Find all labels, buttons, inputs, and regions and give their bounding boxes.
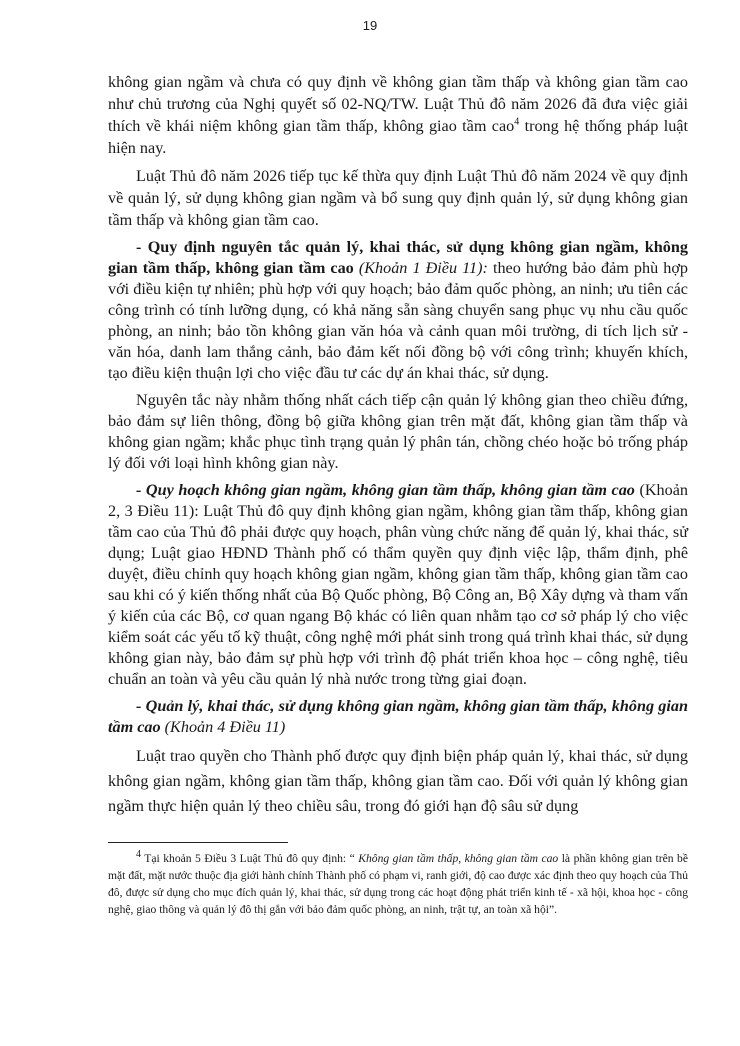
principle-heading: - Quy định nguyên tắc quản lý, khai thác, sử dụng không gian ngầm, không gian tầm thấp, không gian tầm cao	[108, 238, 688, 277]
footnote	[108, 850, 688, 918]
paragraph-4: Nguyên tắc này nhằm thống nhất cách tiếp cận quản lý không gian theo chiều đứng, bảo đảm sự liên thông, đồng bộ giữa không gian trên mặt đất, không gian tầm thấp và không gian ngầm; khắc phục tình trạng quản lý phân tán, chồng chéo hoặc bỏ trống pháp lý đối với loại hình không gian này.	[108, 391, 688, 472]
paragraph-5	[108, 480, 688, 690]
paragraph-1-text-end: trong hệ thống pháp luật hiện nay.	[108, 117, 688, 157]
paragraph-3	[108, 237, 688, 384]
paragraph-7: Luật trao quyền cho Thành phố được quy định biện pháp quản lý, khai thác, sử dụng không gian ngầm, không gian tầm thấp, không gian tầm cao. Đối với quản lý không gian ngầm thực hiện quản lý theo chiều sâu, trong đó giới hạn độ sâu sử dụng	[108, 747, 688, 815]
paragraph-1-text: không gian ngầm và chưa có quy định về không gian tầm thấp và không gian tầm cao như chủ trương của Nghị quyết số 02-NQ/TW. Luật Thủ đô năm 2026 đã đưa việc giải thích về khái niệm không gian tầm thấp, không giao tầm cao	[108, 73, 688, 135]
principle-text: theo hướng bảo đảm phù hợp với điều kiện tự nhiên; phù hợp với quy hoạch; bảo đảm quốc phòng, an ninh; ưu tiên các công trình có tính lưỡng dụng, có khả năng sẵn sàng chuyển sang phục vụ nhu cầu quốc phòng, an ninh; bảo tồn không gian văn hóa và cảnh quan môi trường, di tích lịch sử - văn hóa, danh lam thắng cảnh, bảo đảm kết nối đồng bộ với công trình; khuyến khích, tạo điều kiện thuận lợi cho việc đầu tư các dự án khai thác, sử dụng.	[108, 259, 688, 382]
footnote-term: Không gian tầm thấp, không gian tầm cao	[354, 852, 559, 865]
footnote-text: là phần không gian trên bề mặt đất, mặt nước thuộc địa giới hành chính Thành phố có phạm vi, ranh giới, độ cao được xác định theo quy hoạch của Thủ đô, được sử dụng cho mục đích quản lý, khai thác, sử dụng trong các hoạt động phát triển kinh tế - xã hội, khoa học - công nghệ, giao thông và quản lý đô thị gắn với bảo đảm quốc phòng, an ninh, trật tự, an toàn xã hội”.	[108, 852, 688, 916]
page-number: 19	[362, 18, 378, 33]
footnote-separator	[108, 842, 288, 843]
body-text	[108, 71, 688, 825]
management-citation: (Khoản 4 Điều 11)	[160, 718, 286, 736]
paragraph-1	[108, 71, 688, 159]
planning-heading: - Quy hoạch không gian ngầm, không gian tầm thấp, không gian tầm cao	[136, 481, 635, 499]
management-heading: - Quản lý, khai thác, sử dụng không gian ngầm, không gian tầm thấp, không gian tầm cao	[108, 697, 688, 736]
paragraph-2: Luật Thủ đô năm 2026 tiếp tục kế thừa quy định Luật Thủ đô năm 2024 về quy định về quản lý, sử dụng không gian ngầm và bổ sung quy định quản lý, sử dụng không gian tầm thấp và không gian tầm cao.	[108, 167, 688, 229]
footnote-ref-4[interactable]: 4	[514, 116, 520, 128]
footnote-4	[108, 850, 688, 918]
planning-text: (Khoản 2, 3 Điều 11): Luật Thủ đô quy định không gian ngầm, không gian tầm thấp, không gian tầm cao của Thủ đô phải được quy hoạch, phân vùng chức năng để quản lý, khai thác, sử dụng; Luật giao HĐND Thành phố có thẩm quyền quy định việc lập, thẩm định, phê duyệt, điều chỉnh quy hoạch không gian ngầm, không gian tầm thấp, không gian tầm cao sau khi có ý kiến thống nhất của Bộ Quốc phòng, Bộ Công an, Bộ Xây dựng và tham vấn ý kiến của các Bộ, cơ quan ngang Bộ khác có liên quan nhằm tạo cơ sở pháp lý cho việc kiểm soát các yếu tố kỹ thuật, công nghệ mới phát sinh trong quá trình khai thác, sử dụng không gian này, bảo đảm sự phù hợp với trình độ phát triển khoa học – công nghệ, tiêu chuẩn an toàn và yêu cầu quản lý nhà nước trong từng giai đoạn.	[108, 481, 688, 688]
paragraph-6	[108, 696, 688, 738]
footnote-marker: 4	[136, 849, 141, 861]
footnote-lead: Tại khoản 5 Điều 3 Luật Thủ đô quy định: “	[141, 852, 355, 865]
principle-citation: (Khoản 1 Điều 11):	[353, 259, 488, 277]
